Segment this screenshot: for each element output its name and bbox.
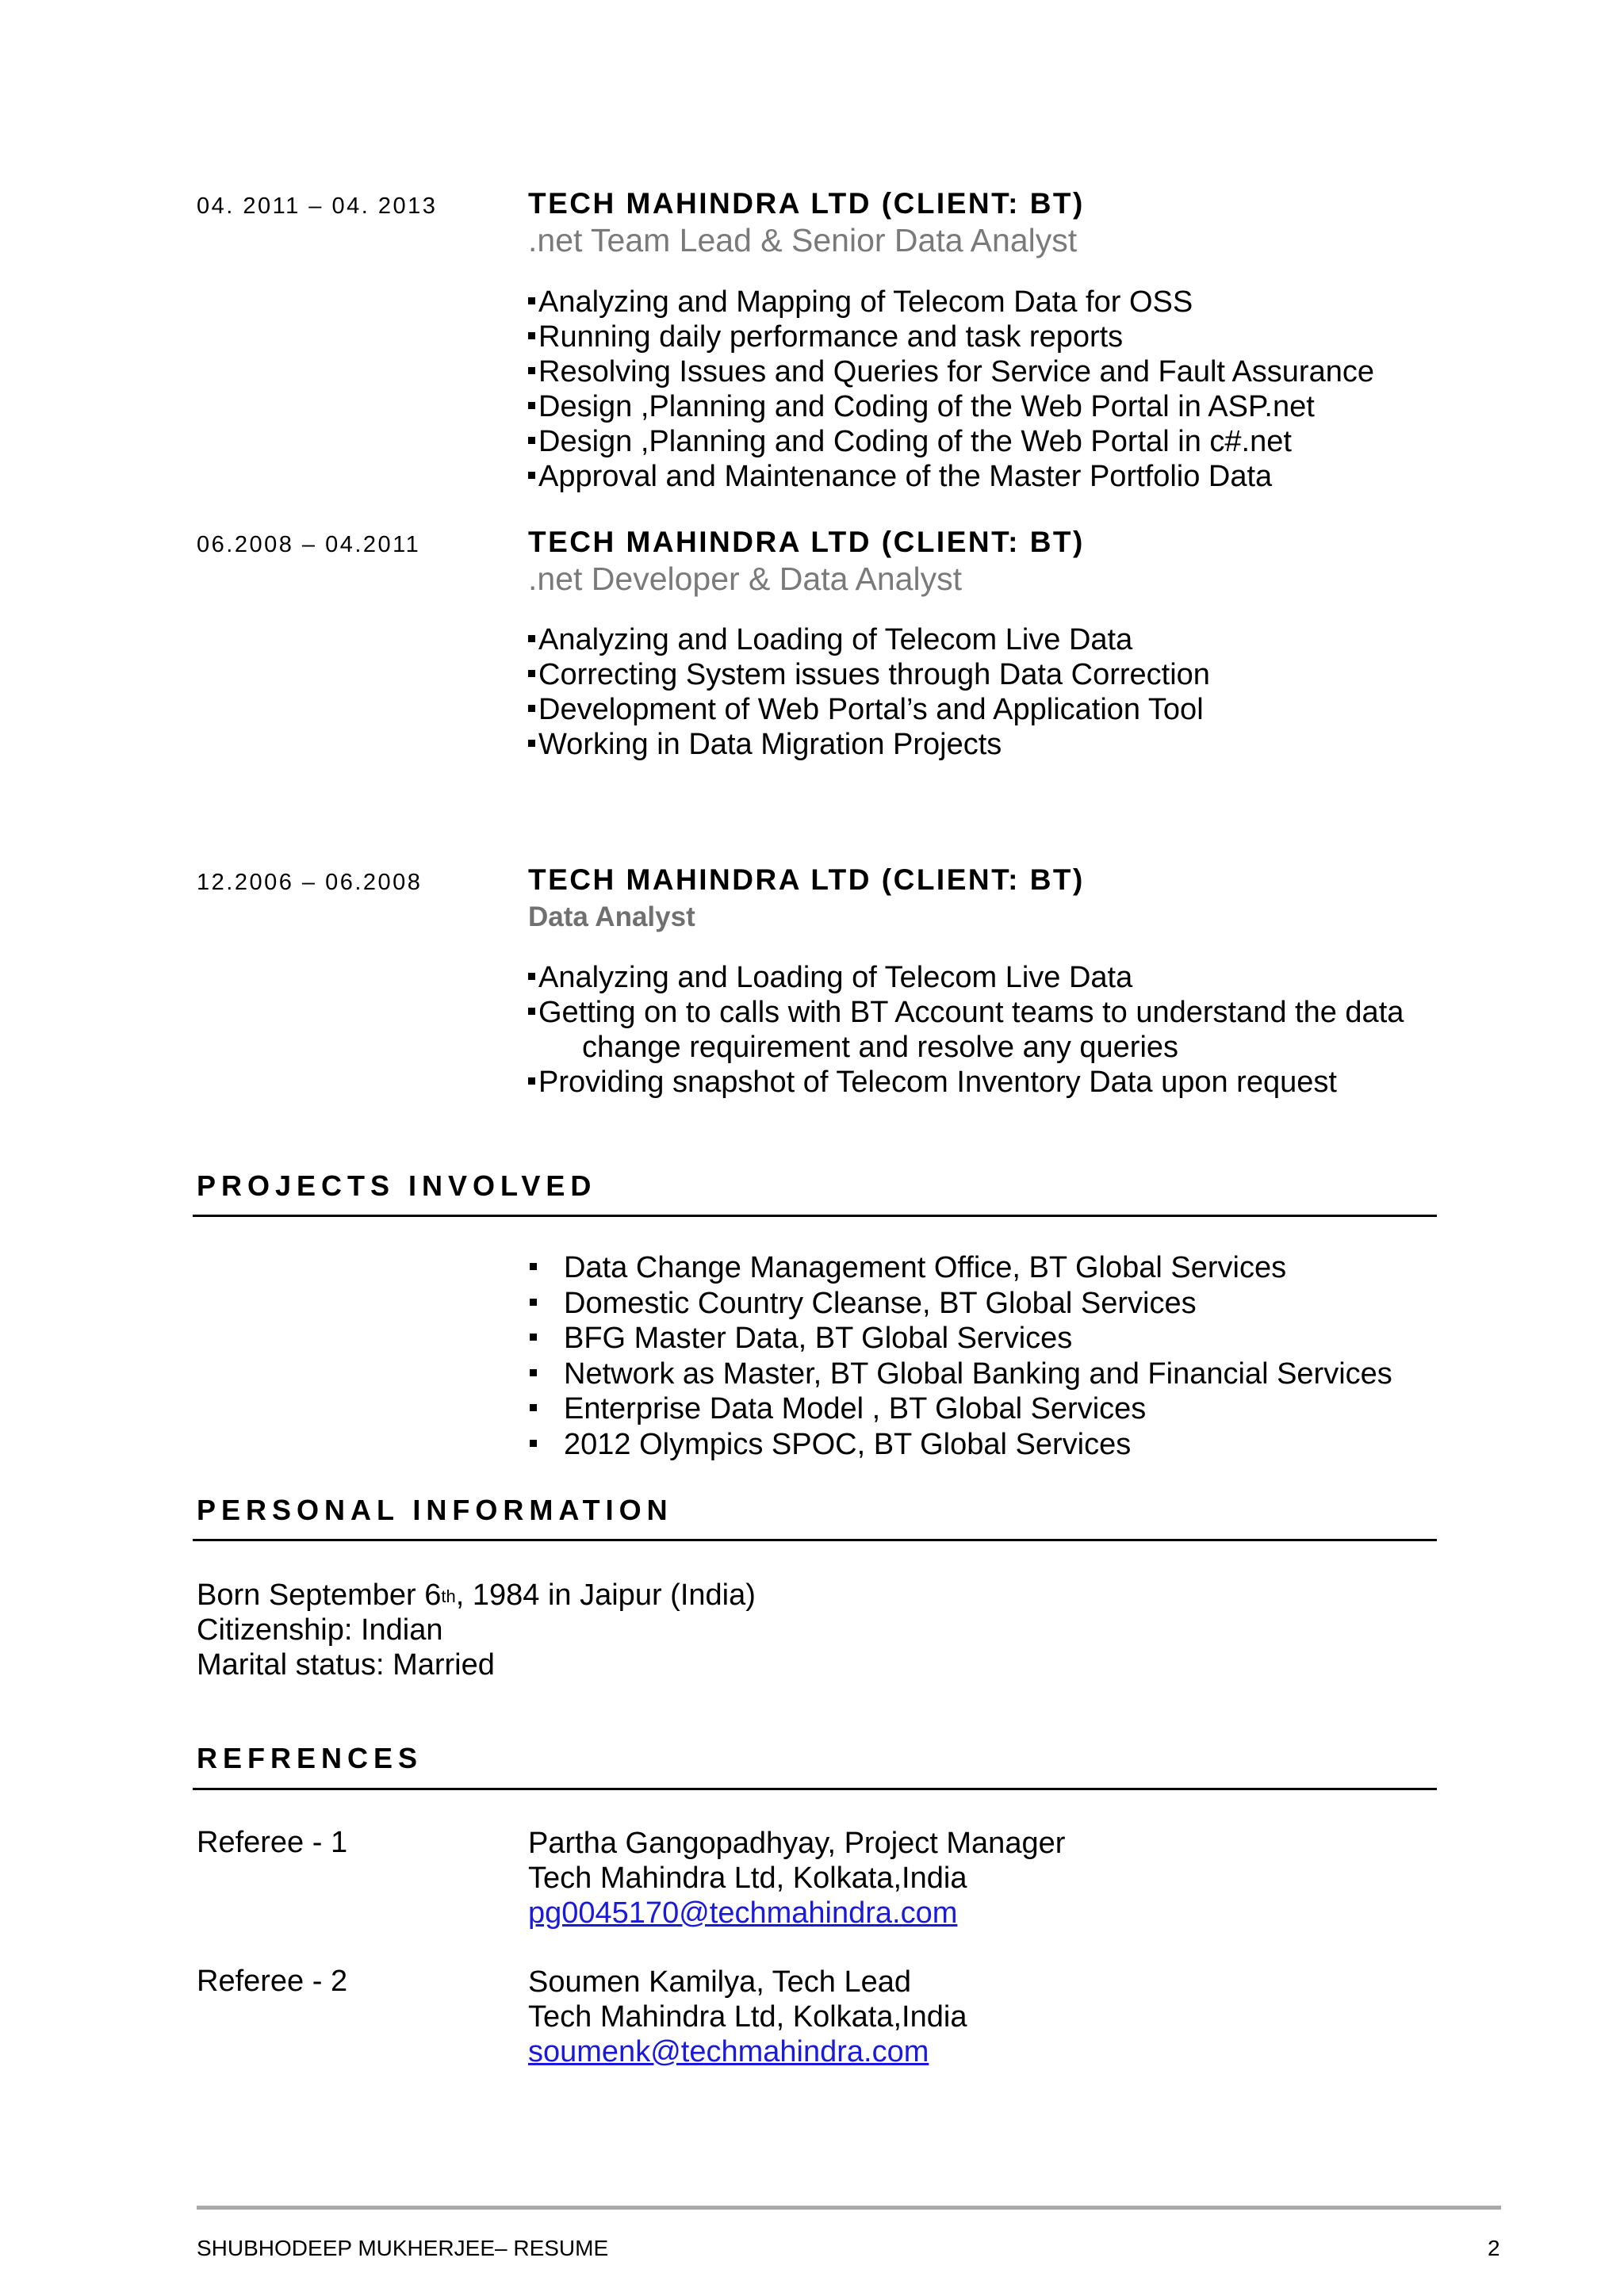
job-3-company: TECH MAHINDRA LTD (CLIENT: BT)	[528, 863, 1085, 896]
referee-1-name: Partha Gangopadhyay, Project Manager	[528, 1827, 1066, 1860]
list-item: Analyzing and Loading of Telecom Live Data	[528, 960, 1404, 995]
job-3-period: 12.2006 – 06.2008	[197, 870, 423, 895]
referee-2-name: Soumen Kamilya, Tech Lead	[528, 1965, 912, 1999]
list-item: Working in Data Migration Projects	[528, 727, 1210, 762]
job-2-role: .net Developer & Data Analyst	[528, 561, 962, 597]
job-2-duties	[528, 622, 1210, 762]
referee-2-company: Tech Mahindra Ltd, Kolkata,India	[528, 2000, 967, 2034]
list-item: Analyzing and Loading of Telecom Live Data	[528, 622, 1210, 657]
list-item: Providing snapshot of Telecom Inventory Data upon request	[528, 1065, 1404, 1100]
bullet-icon	[530, 1404, 537, 1411]
referee-1-company: Tech Mahindra Ltd, Kolkata,India	[528, 1862, 967, 1895]
referee-1-email-link[interactable]: pg0045170@techmahindra.com	[528, 1896, 958, 1930]
bullet-icon	[528, 367, 535, 374]
job-1-period: 04. 2011 – 04. 2013	[197, 193, 438, 219]
list-item: Approval and Maintenance of the Master Portfolio Data	[528, 459, 1374, 494]
personal-heading: PERSONAL INFORMATION	[197, 1494, 673, 1526]
list-item: Development of Web Portal’s and Application Tool	[528, 692, 1210, 727]
list-item: Design ,Planning and Coding of the Web Portal in c#.net	[528, 424, 1374, 459]
bullet-icon	[528, 1008, 535, 1015]
birth-info: Born September 6th, 1984 in Jaipur (India)	[197, 1578, 756, 1612]
job-2-period: 06.2008 – 04.2011	[197, 532, 421, 557]
list-item: BFG Master Data, BT Global Services	[530, 1321, 1392, 1357]
bullet-icon	[530, 1299, 537, 1306]
list-item: Design ,Planning and Coding of the Web Portal in ASP.net	[528, 389, 1374, 424]
personal-details	[197, 1578, 756, 1682]
list-item-continued: change requirement and resolve any queries	[582, 1031, 1179, 1064]
bullet-icon	[528, 437, 535, 444]
citizenship: Citizenship: Indian	[197, 1613, 443, 1647]
list-item: Running daily performance and task reports	[528, 320, 1374, 354]
footer-divider	[197, 2206, 1501, 2210]
job-2-company: TECH MAHINDRA LTD (CLIENT: BT)	[528, 526, 1085, 558]
list-item: Data Change Management Office, BT Global Services	[530, 1250, 1392, 1286]
bullet-icon	[528, 705, 535, 712]
references-heading: REFRENCES	[197, 1742, 423, 1774]
bullet-icon	[530, 1334, 537, 1341]
referee-1-label: Referee - 1	[197, 1826, 348, 1859]
projects-list	[530, 1250, 1392, 1462]
list-item: Correcting System issues through Data Correction	[528, 657, 1210, 692]
bullet-icon	[528, 402, 535, 409]
referee-1-details	[528, 1826, 1065, 1931]
list-item: Domestic Country Cleanse, BT Global Services	[530, 1286, 1392, 1322]
job-1-duties	[528, 285, 1374, 494]
referee-2-label: Referee - 2	[197, 1965, 348, 1998]
job-3-role: Data Analyst	[528, 901, 695, 932]
bullet-icon	[528, 472, 535, 479]
bullet-icon	[528, 670, 535, 677]
projects-divider	[193, 1215, 1437, 1217]
job-1-company: TECH MAHINDRA LTD (CLIENT: BT)	[528, 187, 1085, 220]
bullet-icon	[528, 635, 535, 642]
list-item: Network as Master, BT Global Banking and Financial Services	[530, 1357, 1392, 1392]
referee-2-details	[528, 1965, 967, 2069]
references-divider	[193, 1788, 1437, 1790]
bullet-icon	[528, 740, 535, 747]
list-item: Analyzing and Mapping of Telecom Data for OSS	[528, 285, 1374, 320]
job-3-duties	[528, 960, 1404, 1100]
bullet-icon	[528, 297, 535, 304]
bullet-icon	[530, 1369, 537, 1376]
list-item: 2012 Olympics SPOC, BT Global Services	[530, 1427, 1392, 1463]
footer-title: SHUBHODEEP MUKHERJEE– RESUME	[197, 2236, 609, 2260]
personal-divider	[193, 1539, 1437, 1541]
bullet-icon	[528, 973, 535, 980]
page-number: 2	[1488, 2236, 1500, 2260]
bullet-icon	[530, 1440, 537, 1447]
job-1-role: .net Team Lead & Senior Data Analyst	[528, 222, 1078, 258]
marital-status: Marital status: Married	[197, 1648, 495, 1682]
referee-2-email-link[interactable]: soumenk@techmahindra.com	[528, 2035, 929, 2068]
list-item: Resolving Issues and Queries for Service and Fault Assurance	[528, 354, 1374, 389]
bullet-icon	[530, 1263, 537, 1270]
list-item: Enterprise Data Model , BT Global Services	[530, 1391, 1392, 1427]
bullet-icon	[528, 1077, 535, 1085]
list-item: Getting on to calls with BT Account teams to understand the data	[528, 995, 1404, 1030]
projects-heading: PROJECTS INVOLVED	[197, 1169, 597, 1202]
bullet-icon	[528, 332, 535, 339]
